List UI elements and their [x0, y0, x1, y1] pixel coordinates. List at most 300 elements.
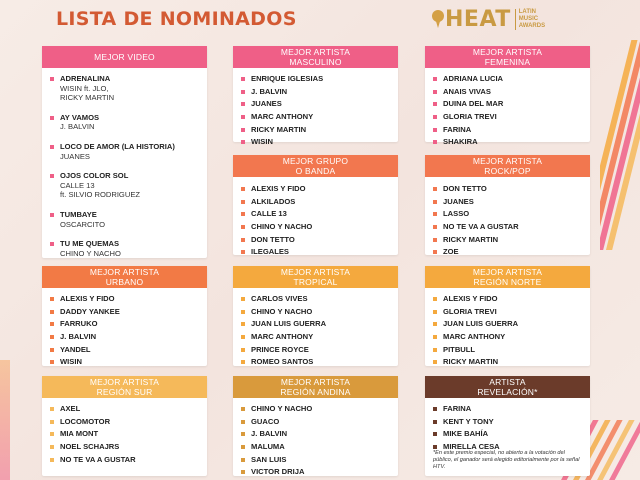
nominee-item: [433, 332, 584, 342]
category-header-line: MEJOR ARTISTA: [280, 267, 351, 277]
nominee-item: [433, 125, 584, 135]
nominee-credit: WISIN ft. JLO,: [60, 83, 109, 93]
category-card-mejor-artista-rock-pop: [425, 155, 590, 255]
bullet-icon: [241, 458, 245, 462]
category-header-line: MEJOR ARTISTA: [472, 267, 543, 277]
nominee-item: [241, 357, 392, 367]
category-header: [425, 266, 590, 288]
category-header: [425, 155, 590, 177]
nominee-name: MIKE BAHÍA: [443, 429, 489, 439]
nominee-name: GLORIA TREVI: [443, 112, 497, 122]
bullet-icon: [50, 213, 54, 217]
nominee-name: LOCO DE AMOR (LA HISTORIA): [60, 141, 175, 151]
nominee-item: [50, 307, 201, 317]
nominee-item: [50, 417, 201, 427]
category-header-line: ROCK/POP: [484, 166, 531, 176]
nominee-item: [241, 404, 392, 414]
nominee-item: [50, 404, 201, 414]
nominee-text: [251, 307, 312, 317]
category-header-line: REGIÓN SUR: [96, 387, 153, 397]
bullet-icon: [241, 360, 245, 364]
bullet-icon: [241, 470, 245, 474]
category-header-line: MEJOR ARTISTA: [280, 377, 351, 387]
nominee-item: [241, 184, 392, 194]
logo-subtitle-line: LATIN: [518, 8, 536, 15]
nominee-name: ENRIQUE IGLESIAS: [251, 74, 324, 83]
nominee-item: [433, 294, 584, 304]
nominee-item: [241, 235, 392, 245]
bullet-icon: [433, 407, 437, 411]
bullet-icon: [241, 102, 245, 106]
nominee-text: [251, 87, 287, 97]
nominee-credit: RICKY MARTIN: [60, 93, 115, 103]
bullet-icon: [433, 128, 437, 132]
bullet-icon: [50, 420, 54, 424]
nominee-text: [251, 345, 309, 355]
nominee-text: [251, 455, 286, 465]
nominee-list: [433, 184, 584, 257]
bullet-icon: [241, 225, 245, 229]
nominee-item: [433, 222, 584, 232]
nominee-name: J. BALVIN: [251, 429, 288, 439]
nominee-item: [241, 99, 392, 109]
category-header: [425, 376, 590, 398]
nominee-text: [60, 332, 96, 342]
nominee-list: [50, 294, 201, 367]
nominee-name: ADRENALINA: [60, 74, 111, 83]
nominee-name: AXEL: [60, 404, 81, 413]
nominee-text: [251, 74, 323, 84]
nominee-text: [60, 74, 114, 103]
bullet-icon: [241, 348, 245, 352]
nominee-item: [241, 307, 392, 317]
nominee-item: [433, 137, 584, 147]
category-card-mejor-artista-femenina: [425, 46, 590, 147]
category-header-line: MEJOR ARTISTA: [89, 377, 160, 387]
category-header: [233, 266, 398, 288]
bullet-icon: [50, 297, 54, 301]
nominee-name: MARC ANTHONY: [443, 332, 506, 342]
nominee-name: ANAIS VIVAS: [443, 86, 491, 96]
nominee-text: [443, 332, 505, 342]
nominee-text: [443, 209, 469, 219]
nominee-item: [433, 74, 584, 84]
nominee-text: [443, 235, 498, 245]
nominee-text: [443, 357, 498, 367]
nominee-credit: OSCARCITO: [60, 219, 106, 229]
heat-logo: [432, 4, 545, 34]
category-header-line: FEMENINA: [484, 57, 531, 67]
nominee-text: [443, 294, 498, 304]
bullet-icon: [433, 187, 437, 191]
nominee-item: [50, 210, 201, 229]
bullet-icon: [433, 322, 437, 326]
nominee-list: [433, 294, 584, 367]
nominee-name: TU ME QUEMAS: [60, 239, 120, 249]
bullet-icon: [241, 212, 245, 216]
nominee-item: [241, 222, 392, 232]
nominee-name: OJOS COLOR SOL: [60, 171, 129, 181]
bullet-icon: [50, 348, 54, 352]
nominee-name: CALLE 13: [251, 209, 287, 219]
page-title: LISTA DE NOMINADOS: [56, 8, 297, 30]
bullet-icon: [433, 310, 437, 314]
nominee-list: [241, 74, 392, 147]
nominee-list: [50, 74, 201, 268]
nominee-name: WISIN: [60, 357, 82, 367]
nominee-text: [443, 125, 471, 135]
nominee-item: [433, 429, 584, 439]
nominee-name: GUACO: [251, 416, 280, 426]
bullet-icon: [433, 140, 437, 144]
nominee-item: [50, 113, 201, 132]
nominee-text: [443, 112, 497, 122]
bullet-icon: [241, 445, 245, 449]
category-header: [42, 266, 207, 288]
bullet-icon: [241, 115, 245, 119]
bullet-icon: [241, 187, 245, 191]
nominee-text: [251, 184, 306, 194]
nominee-item: [241, 112, 392, 122]
nominee-credit: J. BALVIN: [60, 122, 95, 132]
bullet-icon: [241, 90, 245, 94]
nominee-text: [60, 417, 110, 427]
nominee-text: [60, 429, 98, 439]
category-header-line: REVELACIÓN*: [477, 387, 538, 397]
bullet-icon: [50, 77, 54, 81]
nominee-text: [251, 429, 287, 439]
nominee-item: [241, 137, 392, 147]
nominee-item: [50, 171, 201, 200]
nominee-item: [433, 184, 584, 194]
bullet-icon: [433, 115, 437, 119]
category-header-line: MEJOR ARTISTA: [472, 47, 543, 57]
bullet-icon: [241, 200, 245, 204]
nominee-item: [50, 294, 201, 304]
nominee-name: RICKY MARTIN: [443, 234, 499, 244]
nominee-name: DON TETTO: [443, 184, 487, 193]
category-header-line: REGIÓN ANDINA: [280, 387, 351, 397]
bullet-icon: [50, 335, 54, 339]
nominee-name: ROMEO SANTOS: [251, 357, 314, 367]
bullet-icon: [433, 335, 437, 339]
category-header: [233, 46, 398, 68]
nominee-item: [241, 417, 392, 427]
nominee-item: [433, 247, 584, 257]
nominee-text: [251, 235, 295, 245]
bullet-icon: [433, 360, 437, 364]
nominee-name: RICKY MARTIN: [443, 357, 499, 367]
nominee-item: [50, 142, 201, 161]
nominee-name: ALEXIS Y FIDO: [443, 294, 498, 303]
category-header-line: O BANDA: [295, 166, 336, 176]
nominee-name: CARLOS VIVES: [251, 294, 308, 303]
nominee-name: LASSO: [443, 209, 470, 219]
nominee-name: TUMBAYE: [60, 209, 97, 219]
nominee-text: [443, 87, 491, 97]
nominee-name: YANDEL: [60, 344, 91, 354]
nominee-text: [251, 247, 289, 257]
bullet-icon: [50, 432, 54, 436]
nominee-name: SHAKIRA: [443, 137, 478, 147]
bullet-icon: [433, 445, 437, 449]
nominee-item: [50, 442, 201, 452]
nominee-name: FARINA: [443, 404, 472, 413]
bullet-icon: [241, 128, 245, 132]
bullet-icon: [50, 242, 54, 246]
nominee-item: [241, 87, 392, 97]
nominee-name: CHINO Y NACHO: [251, 404, 313, 413]
nominee-item: [241, 332, 392, 342]
nominee-text: [443, 429, 488, 439]
nominee-item: [50, 74, 201, 103]
bullet-icon: [50, 445, 54, 449]
category-header-line: TROPICAL: [293, 277, 338, 287]
bullet-icon: [241, 407, 245, 411]
bullet-icon: [433, 225, 437, 229]
bullet-icon: [433, 212, 437, 216]
nominee-name: CHINO Y NACHO: [251, 222, 313, 232]
bullet-icon: [50, 360, 54, 364]
nominee-name: NO TE VA A GUSTAR: [60, 454, 136, 464]
nominee-text: [443, 222, 519, 232]
nominee-item: [241, 209, 392, 219]
nominee-text: [60, 442, 119, 452]
nominee-text: [251, 137, 273, 147]
nominee-text: [251, 357, 313, 367]
category-header-line: REGIÓN NORTE: [473, 277, 542, 287]
nominee-name: JUANES: [443, 196, 474, 206]
nominee-text: [251, 294, 308, 304]
nominee-item: [433, 404, 584, 414]
nominee-item: [433, 235, 584, 245]
nominee-item: [433, 417, 584, 427]
nominee-name: ILEGALES: [251, 247, 289, 257]
nominee-name: WISIN: [251, 137, 273, 147]
bullet-icon: [433, 420, 437, 424]
nominee-item: [433, 87, 584, 97]
nominee-item: [433, 197, 584, 207]
nominee-name: MALUMA: [251, 442, 285, 452]
nominee-item: [433, 99, 584, 109]
nominee-item: [241, 429, 392, 439]
nominee-list: [241, 294, 392, 367]
nominee-credit: CHINO Y NACHO: [60, 248, 121, 258]
bullet-icon: [50, 174, 54, 178]
nominee-text: [443, 417, 494, 427]
nominee-list: [241, 404, 392, 477]
nominee-name: AY VAMOS: [60, 112, 100, 122]
nominee-name: J. BALVIN: [251, 86, 288, 96]
nominee-item: [241, 442, 392, 452]
nominee-name: PITBULL: [443, 344, 476, 354]
bullet-icon: [241, 297, 245, 301]
bullet-icon: [50, 407, 54, 411]
nominee-item: [241, 455, 392, 465]
nominee-name: ADRIANA LUCIA: [443, 74, 504, 83]
category-header-line: MEJOR ARTISTA: [89, 267, 160, 277]
nominee-item: [50, 429, 201, 439]
nominee-name: JUANES: [251, 99, 282, 109]
nominee-name: JUAN LUIS GUERRA: [251, 319, 327, 329]
nominee-text: [443, 404, 471, 414]
nominee-text: [443, 74, 503, 84]
nominee-item: [241, 247, 392, 257]
category-header-line: MEJOR ARTISTA: [280, 47, 351, 57]
bullet-icon: [241, 335, 245, 339]
nominee-item: [433, 319, 584, 329]
category-card-mejor-video: [42, 46, 207, 258]
nominee-list: [433, 404, 584, 452]
logo-subtitle-line: AWARDS: [518, 22, 546, 29]
nominee-item: [241, 74, 392, 84]
bullet-icon: [433, 200, 437, 204]
nominee-item: [433, 112, 584, 122]
category-header-line: URBANO: [105, 277, 144, 287]
nominee-text: [443, 345, 475, 355]
logo-flame-icon: [432, 10, 444, 28]
nominee-text: [443, 197, 474, 207]
nominee-text: [60, 455, 136, 465]
nominee-name: PRINCE ROYCE: [251, 344, 309, 354]
nominee-name: CHINO Y NACHO: [251, 306, 313, 316]
nominee-name: MIRELLA CESA: [443, 442, 500, 452]
nominee-name: ALEXIS Y FIDO: [251, 184, 306, 193]
category-header-line: MEJOR ARTISTA: [472, 156, 543, 166]
category-header-line: MEJOR VIDEO: [94, 52, 155, 62]
bullet-icon: [50, 116, 54, 120]
bullet-icon: [241, 432, 245, 436]
nominee-list: [241, 184, 392, 257]
nominee-name: DUINA DEL MAR: [443, 99, 504, 109]
bullet-icon: [241, 140, 245, 144]
bullet-icon: [433, 102, 437, 106]
nominee-text: [443, 247, 459, 257]
revelacion-footnote: *En este premio especial, no abierto a la votación del público, el ganador será elegido editorialmente por la señal HTV.: [433, 450, 580, 470]
category-card-mejor-artista-tropical: [233, 266, 398, 366]
nominee-item: [50, 345, 201, 355]
bullet-icon: [50, 145, 54, 149]
nominee-text: [60, 319, 98, 329]
nominee-credit: JUANES: [60, 151, 90, 161]
nominee-text: [60, 307, 120, 317]
category-header: [233, 376, 398, 398]
bullet-icon: [433, 348, 437, 352]
bullet-icon: [241, 250, 245, 254]
bullet-icon: [50, 322, 54, 326]
nominee-name: MARC ANTHONY: [251, 332, 314, 342]
nominee-text: [251, 209, 287, 219]
nominee-name: JUAN LUIS GUERRA: [443, 319, 519, 329]
nominee-name: DON TETTO: [251, 234, 295, 244]
nominee-name: ZOE: [443, 247, 459, 257]
nominee-text: [60, 171, 140, 200]
nominee-text: [443, 137, 478, 147]
nominee-text: [60, 404, 80, 414]
nominee-text: [251, 222, 312, 232]
nominee-text: [251, 319, 326, 329]
category-header: [42, 376, 207, 398]
nominee-item: [241, 125, 392, 135]
nominee-text: [251, 99, 282, 109]
category-card-mejor-grupo-o-banda: [233, 155, 398, 255]
nominee-item: [241, 319, 392, 329]
category-header: [233, 155, 398, 177]
bullet-icon: [241, 238, 245, 242]
logo-word: HEAT: [445, 6, 511, 32]
nominee-item: [241, 294, 392, 304]
nominee-item: [50, 319, 201, 329]
bullet-icon: [241, 310, 245, 314]
category-card-mejor-artista-region-sur: [42, 376, 207, 476]
nominee-text: [251, 404, 312, 414]
nominee-text: [60, 357, 82, 367]
nominee-item: [433, 357, 584, 367]
category-header: [425, 46, 590, 68]
bullet-icon: [433, 77, 437, 81]
bullet-icon: [50, 310, 54, 314]
nominee-text: [443, 184, 487, 194]
nominee-item: [433, 307, 584, 317]
nominee-text: [251, 197, 295, 207]
nominee-name: MIA MONT: [60, 429, 99, 439]
nominee-text: [443, 99, 503, 109]
bullet-icon: [50, 458, 54, 462]
bullet-icon: [433, 297, 437, 301]
nominee-text: [60, 113, 99, 132]
category-header-line: MASCULINO: [289, 57, 342, 67]
nominee-text: [251, 332, 313, 342]
nominee-list: [50, 404, 201, 464]
nominee-item: [433, 209, 584, 219]
nominee-text: [60, 294, 115, 304]
nominee-item: [50, 239, 201, 258]
nominee-name: KENT Y TONY: [443, 416, 494, 426]
bullet-icon: [433, 432, 437, 436]
nominee-name: DADDY YANKEE: [60, 306, 120, 316]
bullet-icon: [241, 420, 245, 424]
category-card-mejor-artista-masculino: [233, 46, 398, 147]
bullet-icon: [433, 250, 437, 254]
nominee-name: J. BALVIN: [60, 332, 97, 342]
decorative-band-left: [0, 360, 10, 480]
nominee-item: [50, 455, 201, 465]
nominee-text: [60, 142, 175, 161]
nominee-text: [443, 307, 497, 317]
nominee-item: [50, 357, 201, 367]
nominee-text: [251, 417, 279, 427]
logo-subtitle-line: MUSIC: [518, 15, 539, 22]
nominee-list: [433, 74, 584, 147]
nominee-text: [251, 125, 306, 135]
nominee-item: [50, 332, 201, 342]
nominee-name: FARINA: [443, 124, 472, 134]
nominee-item: [433, 345, 584, 355]
category-card-mejor-artista-region-norte: [425, 266, 590, 366]
nominee-text: [251, 467, 304, 477]
bullet-icon: [433, 90, 437, 94]
nominee-text: [60, 345, 91, 355]
nominee-name: SAN LUIS: [251, 454, 287, 464]
nominee-name: NO TE VA A GUSTAR: [443, 222, 519, 232]
nominee-item: [241, 467, 392, 477]
nominee-text: [443, 319, 518, 329]
nominee-name: RICKY MARTIN: [251, 124, 307, 134]
category-header-line: ARTISTA: [489, 377, 526, 387]
logo-subtitle: [515, 9, 545, 30]
nominee-name: MARC ANTHONY: [251, 112, 314, 122]
nominee-text: [251, 442, 285, 452]
